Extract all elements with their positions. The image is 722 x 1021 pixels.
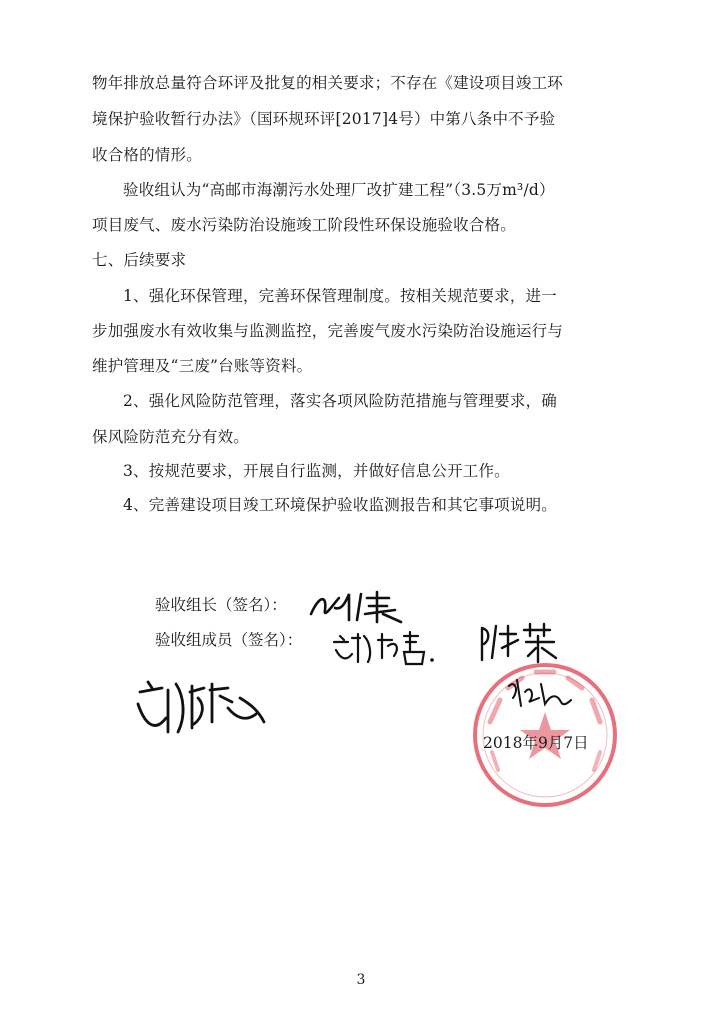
section-heading: 七、后续要求 — [92, 251, 187, 269]
member-signature-icon — [132, 678, 272, 740]
text-line: 物年排放总量符合环评及批复的相关要求；不存在《建设项目竣工环 — [92, 74, 564, 92]
member-signature-icon — [476, 620, 566, 664]
text-line: 维护管理及“三废”台账等资料。 — [92, 357, 313, 375]
members-signature-label: 验收组成员（签名）： — [155, 631, 303, 649]
text-line: 保风险防范充分有效。 — [92, 428, 250, 446]
text-line: 步加强废水有效收集与监测监控，完善废气废水污染防治设施运行与 — [92, 322, 564, 340]
leader-signature-label: 验收组长（签名）： — [155, 596, 287, 614]
text-line: 1、强化环保管理，完善环保管理制度。按相关规范要求，进一 — [123, 287, 557, 305]
signing-date: 2018年9月7日 — [483, 734, 589, 752]
text-line: 境保护验收暂行办法》（国环规环评[2017]4号）中第八条中不予验 — [92, 110, 556, 128]
page-number: 3 — [356, 972, 366, 988]
text-line: 4、完善建设项目竣工环境保护验收监测报告和其它事项说明。 — [123, 496, 557, 514]
member-signature-icon — [330, 628, 470, 668]
text-line: 项目废气、废水污染防治设施竣工阶段性环保设施验收合格。 — [92, 216, 516, 234]
member-signature-icon — [505, 676, 575, 710]
text-line: 3、按规范要求，开展自行监测，并做好信息公开工作。 — [123, 462, 510, 480]
leader-signature-icon — [305, 588, 415, 624]
text-line: 验收组认为“高邮市海潮污水处理厂改扩建工程”（3.5万m³/d） — [123, 181, 555, 199]
text-line: 2、强化风险防范管理，落实各项风险防范措施与管理要求，确 — [123, 392, 557, 410]
text-line: 收合格的情形。 — [92, 146, 202, 164]
